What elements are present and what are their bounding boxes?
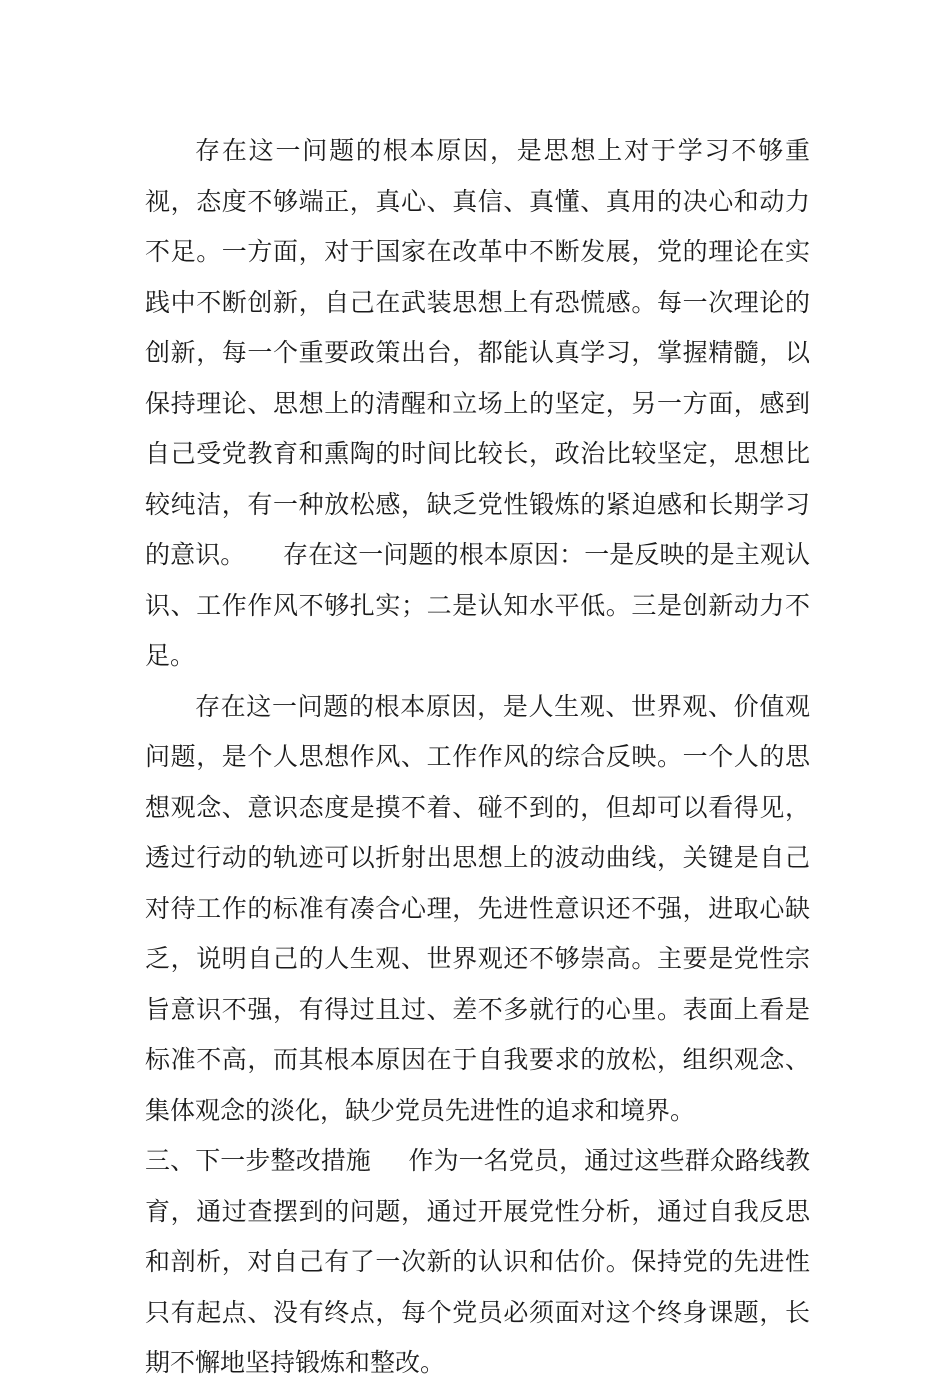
paragraph-root-cause-study (145, 126, 810, 682)
paragraph-text: 作为一名党员，通过这些群众路线教育，通过查摆到的问题，通过开展党性分析，通过自我反思和剖析，对自己有了一次新的认识和估价。保持党的先进性只有起点、没有终点，每个党员必须面对这个终身课题，长期不懈地坚持锻炼和整改。 (145, 1146, 810, 1377)
section-heading: 三、下一步整改措施 (145, 1146, 371, 1175)
paragraph-text: 存在这一问题的根本原因，是人生观、世界观、价值观问题，是个人思想作风、工作作风的综合反映。一个人的思想观念、意识态度是摸不着、碰不到的，但却可以看得见，透过行动的轨迹可以折射出思想上的波动曲线，关键是自己对待工作的标准有凑合心理，先进性意识还不强，进取心缺乏，说明自己的人生观、世界观还不够崇高。主要是党性宗旨意识不强，有得过且过、差不多就行的心里。表面上看是标准不高，而其根本原因在于自我要求的放松，组织观念、集体观念的淡化，缺少党员先进性的追求和境界。 (145, 691, 810, 1125)
paragraph-text: 存在这一问题的根本原因：一是反映的是主观认识、工作作风不够扎实；二是认知水平低。三是创新动力不足。 (145, 540, 810, 670)
document-body (145, 126, 810, 1389)
paragraph-rectification-measures (145, 1136, 810, 1389)
paragraph-text: 存在这一问题的根本原因，是思想上对于学习不够重视，态度不够端正，真心、真信、真懂、真用的决心和动力不足。一方面，对于国家在改革中不断发展，党的理论在实践中不断创新，自己在武装思想上有恐慌感。每一次理论的创新，每一个重要政策出台，都能认真学习，掌握精髓，以保持理论、思想上的清醒和立场上的坚定，另一方面，感到自己受党教育和熏陶的时间比较长，政治比较坚定，思想比较纯洁，有一种放松感，缺乏党性锻炼的紧迫感和长期学习的意识。 (145, 136, 810, 569)
paragraph-root-cause-worldview (145, 682, 810, 1137)
